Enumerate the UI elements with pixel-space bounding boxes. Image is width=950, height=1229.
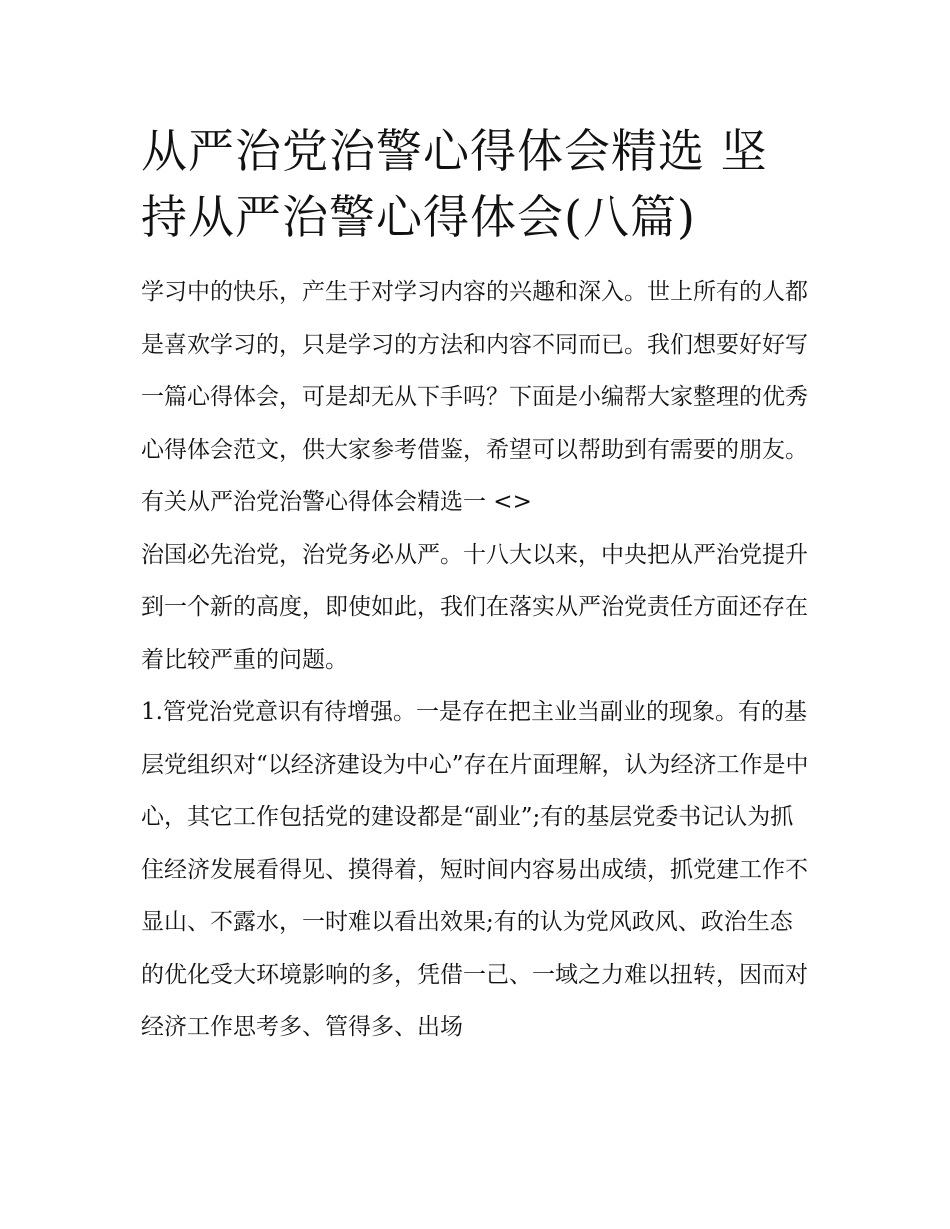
document-body: [141, 266, 813, 1054]
body-paragraph: 1.管党治党意识有待增强。一是存在把主业当副业的现象。有的基层党组织对“以经济建设为中心”存在片面理解，认为经济工作是中心，其它工作包括党的建设都是“副业”;有的基层党委书记认为抓住经济发展看得见、摸得着，短时间内容易出成绩，抓党建工作不显山、不露水，一时难以看出效果;有的认为党风政风、政治生态的优化受大环境影响的多，凭借一己、一域之力难以扭转，因而对经济工作思考多、管得多、出场: [141, 699, 809, 1040]
document-page: [141, 118, 813, 1054]
section-heading: 有关从严治党治警心得体会精选一 <>: [141, 489, 532, 515]
intro-paragraph: 学习中的快乐，产生于对学习内容的兴趣和深入。世上所有的人都是喜欢学习的，只是学习的方法和内容不同而已。我们想要好好写一篇心得体会，可是却无从下手吗？下面是小编帮大家整理的优秀心得体会范文，供大家参考借鉴，希望可以帮助到有需要的朋友。: [141, 279, 808, 463]
document-title: 从严治党治警心得体会精选 坚持从严治警心得体会(八篇): [141, 124, 768, 244]
body-paragraph: 治国必先治党，治党务必从严。十八大以来，中央把从严治党提升到一个新的高度，即使如此，我们在落实从严治党责任方面还存在着比较严重的问题。: [141, 541, 808, 673]
